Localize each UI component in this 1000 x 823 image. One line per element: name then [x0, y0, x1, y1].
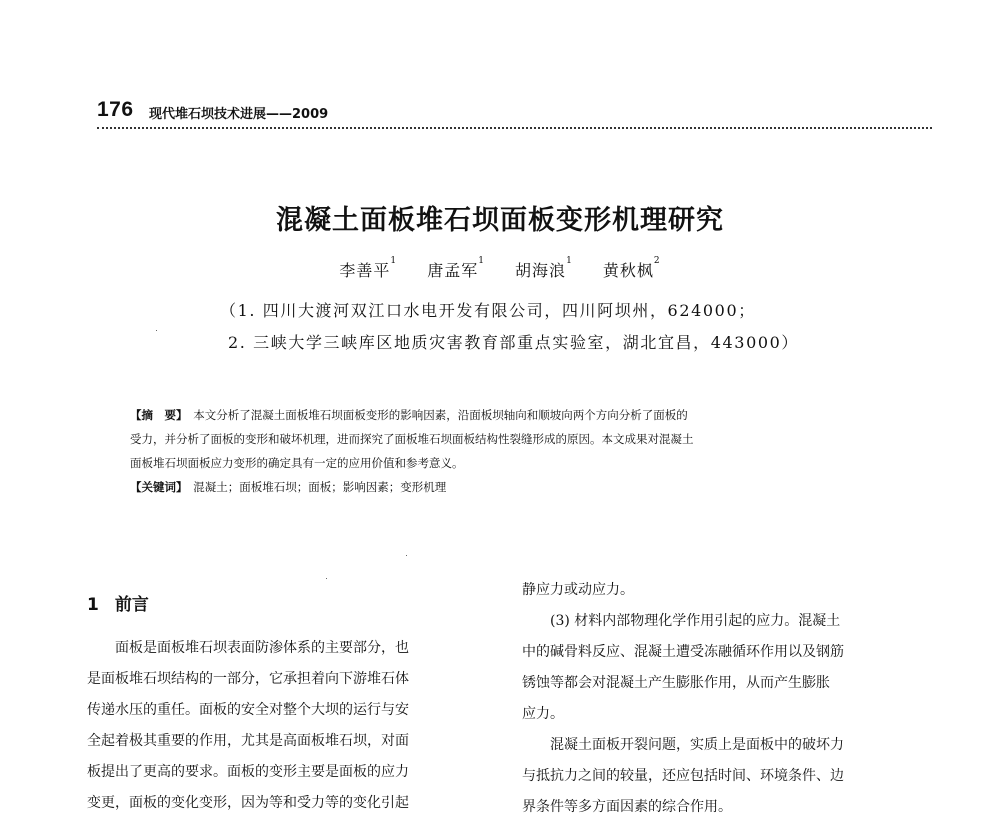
author: 唐孟军$^1$ [427, 256, 485, 280]
body-line: 面板是面板堆石坝表面防渗体系的主要部分，也 [87, 640, 409, 656]
header-divider [97, 127, 932, 129]
keywords: 混凝土；面板堆石坝；面板；影响因素；变形机理 [193, 480, 447, 494]
abstract-block [130, 403, 900, 499]
affiliation-2: 2. 三峡大学三峡库区地质灾害教育部重点实验室，湖北宜昌，443000） [228, 333, 800, 352]
author: 李善平$^1$ [339, 256, 398, 280]
right-column [522, 575, 932, 823]
keywords-line [130, 475, 900, 499]
body-line: 板提出了更高的要求。面板的变形主要是面板的应力 [87, 764, 409, 780]
abstract-line: 【摘 要】 本文分析了混凝土面板堆石坝面板变形的影响因素，沿面板坝轴向和顺坡向两个方向分析了面板的 [130, 408, 688, 422]
keywords-label: 【关键词】 [130, 480, 182, 494]
author-list [0, 258, 1000, 281]
body-line: 锈蚀等都会对混凝土产生膨胀作用，从而产生膨胀 [522, 675, 830, 691]
body-line: 界条件等多方面因素的综合作用。 [522, 799, 732, 815]
body-line: 是面板堆石坝结构的一部分，它承担着向下游堆石体 [87, 671, 409, 687]
series-title: 现代堆石坝技术进展——2009 [149, 107, 329, 122]
abstract-label: 【摘 要】 [130, 408, 182, 422]
body-line: 混凝土面板开裂问题，实质上是面板中的破坏力 [522, 737, 844, 753]
author: 黄秋枫$^2$ [602, 256, 661, 280]
section-heading: 1 前言 [87, 595, 149, 615]
author: 胡海浪$^1$ [515, 256, 573, 280]
running-header [97, 96, 932, 130]
scan-speck [156, 330, 157, 331]
abstract-line: 受力，并分析了面板的变形和破坏机理，进而探究了面板堆石坝面板结构性裂缝形成的原因。本文成果对混凝土 [130, 432, 694, 446]
page-number: 176 [97, 98, 134, 121]
affiliation-1: （1. 四川大渡河双江口水电开发有限公司，四川阿坝州，624000； [220, 301, 756, 320]
article-title: 混凝土面板堆石坝面板变形机理研究 [276, 205, 724, 236]
body-line: 中的碱骨料反应、混凝土遭受冻融循环作用以及钢筋 [522, 644, 844, 660]
scan-speck [326, 578, 327, 579]
body-line: 传递水压的重任。面板的安全对整个大坝的运行与安 [87, 702, 409, 718]
body-line: 应力。 [522, 706, 564, 722]
abstract-line: 面板堆石坝面板应力变形的确定具有一定的应用价值和参考意义。 [130, 456, 464, 470]
left-column [87, 633, 492, 819]
body-line: 全起着极其重要的作用，尤其是高面板堆石坝，对面 [87, 733, 409, 749]
body-line: 静应力或动应力。 [522, 582, 634, 598]
body-line: (3) 材料内部物理化学作用引起的应力。混凝土 [522, 613, 841, 629]
body-line: 与抵抗力之间的较量，还应包括时间、环境条件、边 [522, 768, 844, 784]
scan-speck [406, 555, 407, 556]
body-line: 变更，面板的变化变形，因为等和受力等的变化引起 [87, 795, 409, 811]
